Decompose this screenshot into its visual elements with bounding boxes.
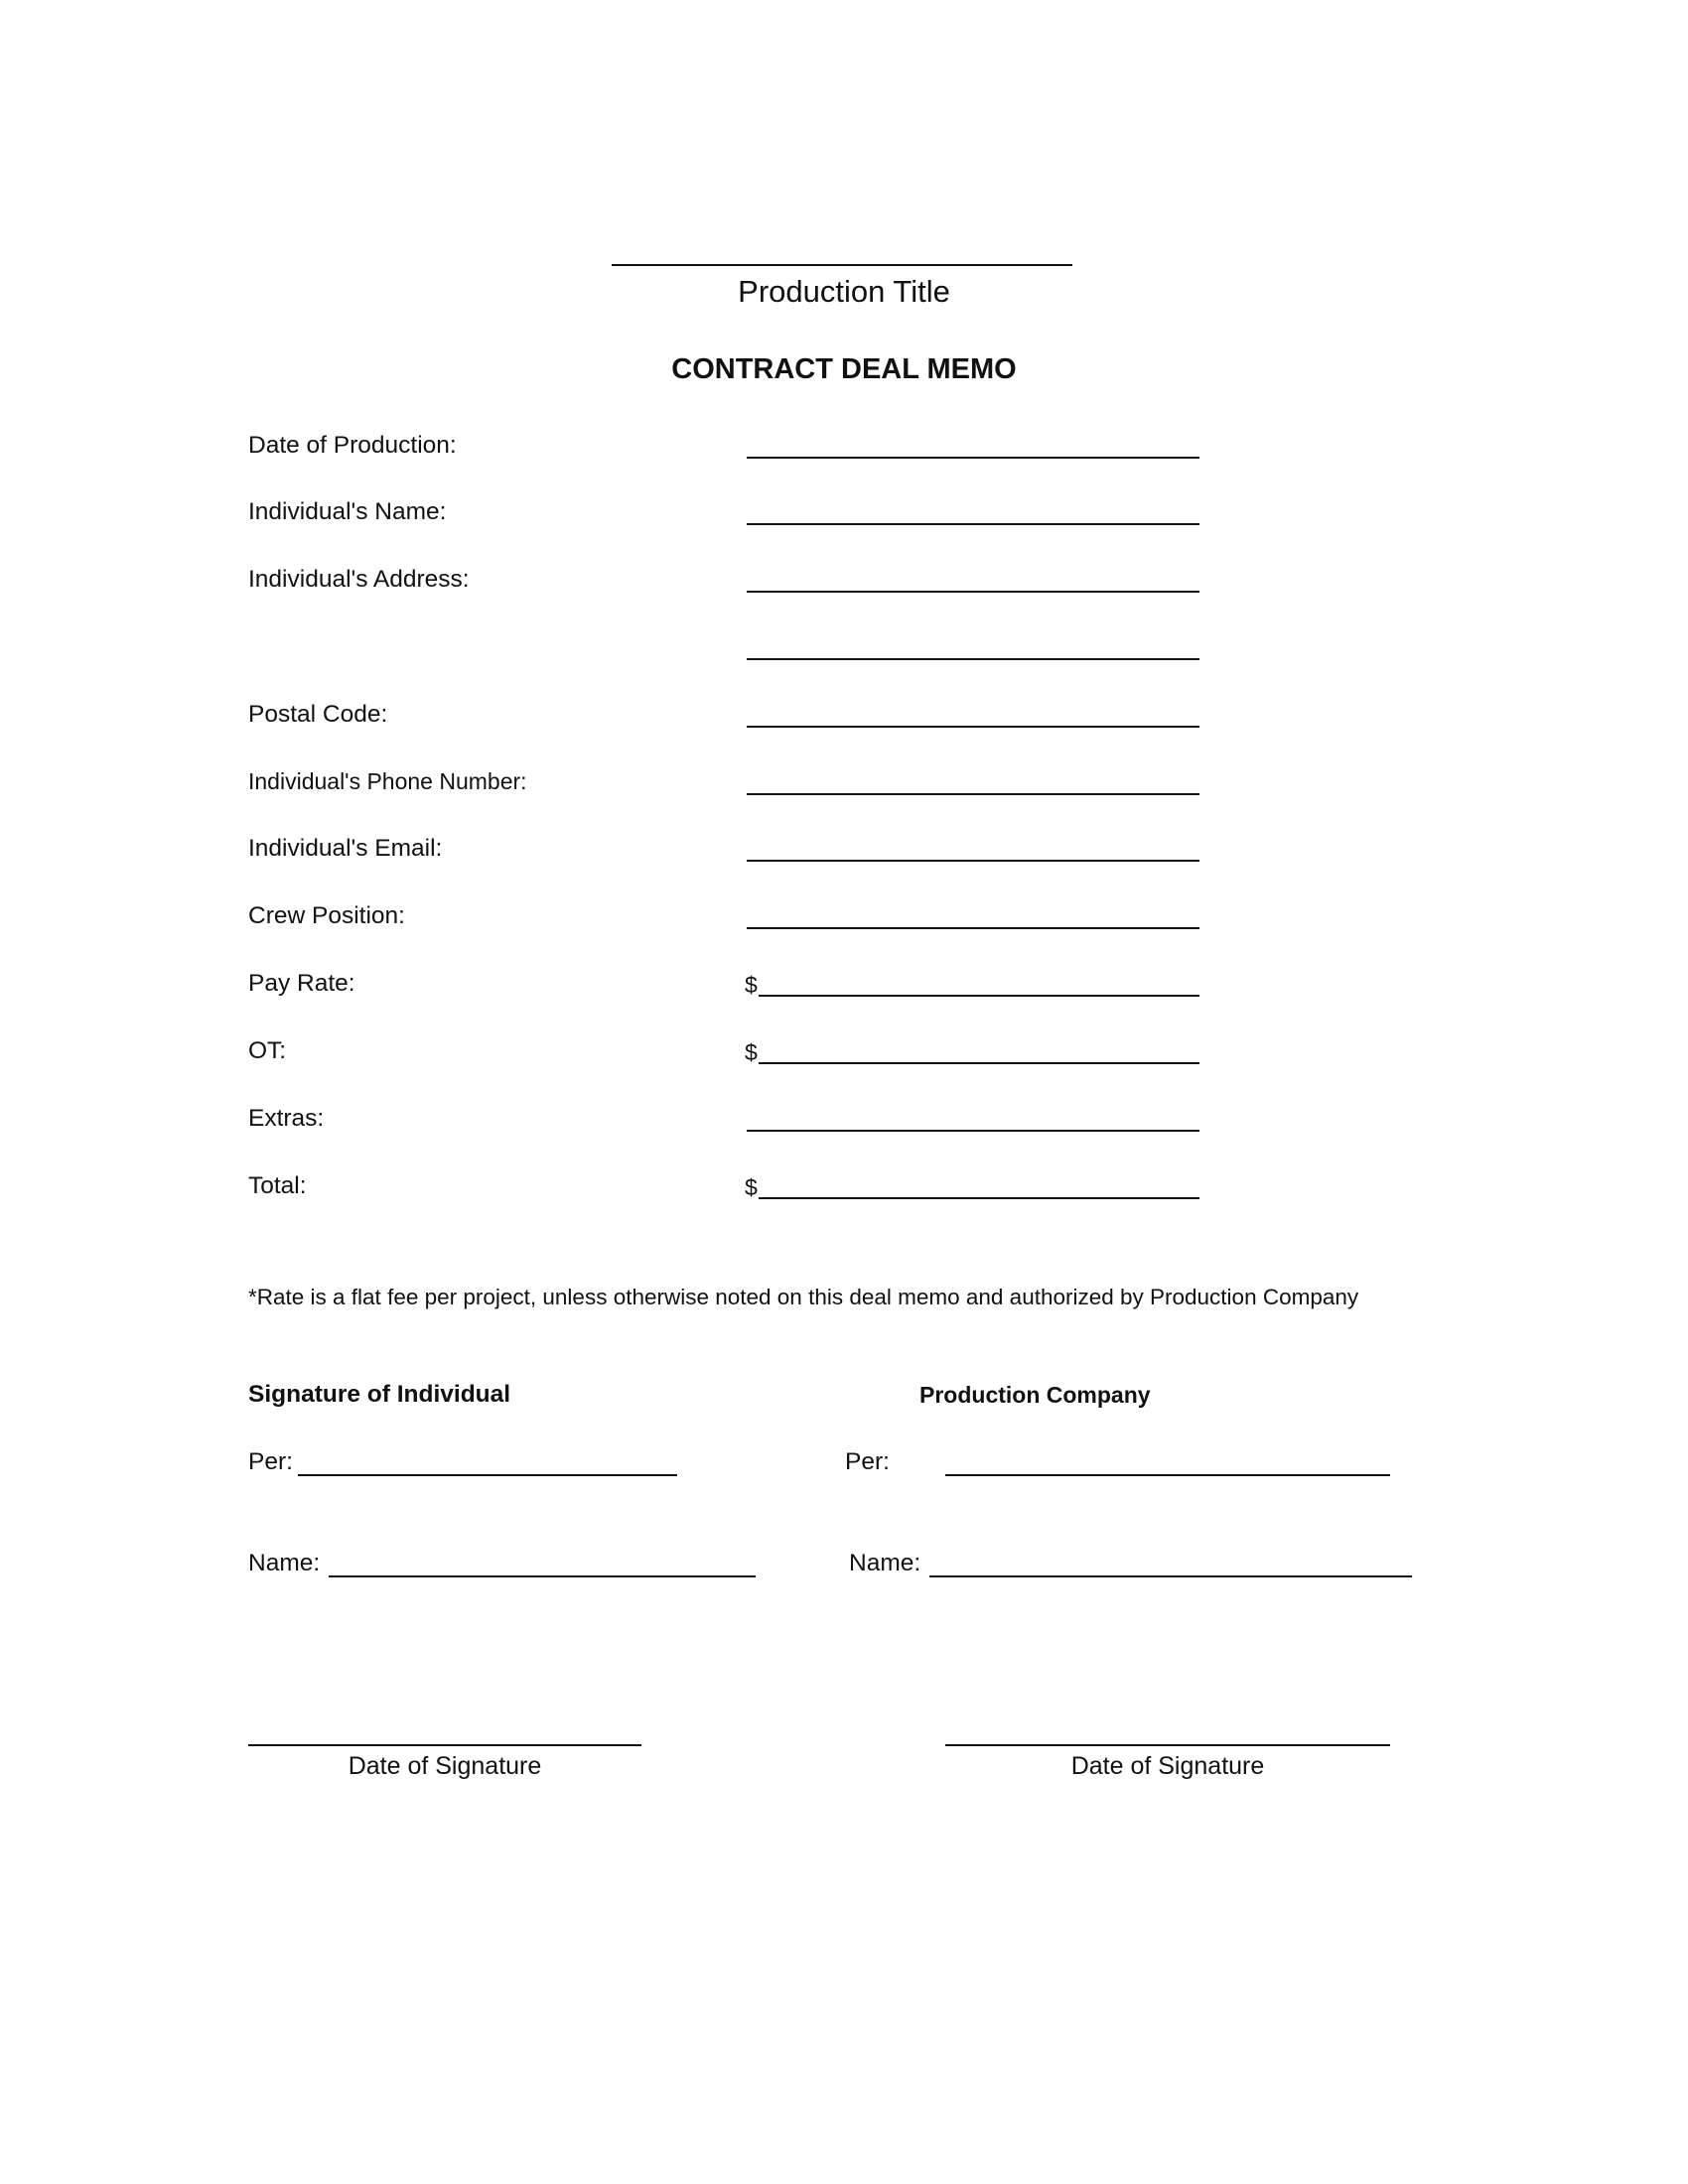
field-label: Total:: [248, 1172, 307, 1199]
production-title-blank-line[interactable]: [612, 264, 1072, 266]
currency-symbol: $: [745, 972, 758, 998]
form-row-ot: [0, 1039, 1688, 1079]
individual-address-field-line-2[interactable]: [747, 658, 1199, 660]
form-row-individual-address-2: [0, 635, 1688, 675]
field-label: Date of Production:: [248, 432, 457, 459]
company-date-of-signature-field[interactable]: [945, 1744, 1390, 1746]
form-row-email: [0, 837, 1688, 877]
individual-per-field[interactable]: [298, 1474, 677, 1476]
email-field[interactable]: [747, 860, 1199, 862]
field-label: Pay Rate:: [248, 970, 355, 997]
postal-code-field[interactable]: [747, 726, 1199, 728]
field-label: Crew Position:: [248, 902, 405, 929]
company-sign-name-field[interactable]: [929, 1575, 1412, 1577]
date-of-production-field[interactable]: [747, 457, 1199, 459]
company-name-label: Name:: [849, 1550, 921, 1576]
crew-position-field[interactable]: [747, 927, 1199, 929]
currency-symbol: $: [745, 1174, 758, 1200]
field-label: Individual's Email:: [248, 835, 443, 862]
ot-field[interactable]: [759, 1062, 1199, 1064]
field-label: Individual's Name:: [248, 498, 447, 525]
rate-note: *Rate is a flat fee per project, unless otherwise noted on this deal memo and authorized by Production Company: [248, 1285, 1359, 1309]
form-row-individual-address: [0, 568, 1688, 608]
form-row-phone-number: [0, 770, 1688, 810]
currency-symbol: $: [745, 1039, 758, 1065]
form-row-crew-position: [0, 904, 1688, 944]
form-row-extras: [0, 1107, 1688, 1147]
field-label: Extras:: [248, 1105, 325, 1132]
company-date-caption: Date of Signature: [1070, 1752, 1265, 1780]
company-signature-heading: Production Company: [919, 1382, 1151, 1408]
company-per-field[interactable]: [945, 1474, 1390, 1476]
form-row-individual-name: [0, 500, 1688, 540]
individual-name-field[interactable]: [747, 523, 1199, 525]
form-row-date-of-production: [0, 434, 1688, 474]
individual-date-of-signature-field[interactable]: [248, 1744, 641, 1746]
form-row-postal-code: [0, 703, 1688, 743]
individual-address-field-line-1[interactable]: [747, 591, 1199, 593]
page-title: CONTRACT DEAL MEMO: [671, 353, 1017, 385]
individual-sign-name-field[interactable]: [329, 1575, 756, 1577]
field-label: Individual's Address:: [248, 566, 470, 593]
field-label: Individual's Phone Number:: [248, 768, 527, 794]
company-per-label: Per:: [845, 1448, 890, 1475]
production-title-caption: Production Title: [738, 274, 950, 309]
total-field[interactable]: [759, 1197, 1199, 1199]
individual-per-label: Per:: [248, 1448, 293, 1475]
individual-signature-heading: Signature of Individual: [248, 1381, 511, 1408]
individual-date-caption: Date of Signature: [348, 1752, 542, 1780]
phone-number-field[interactable]: [747, 793, 1199, 795]
form-row-total: [0, 1174, 1688, 1214]
field-label: Postal Code:: [248, 701, 388, 728]
field-label: OT:: [248, 1037, 287, 1064]
extras-field[interactable]: [747, 1130, 1199, 1132]
pay-rate-field[interactable]: [759, 995, 1199, 997]
individual-name-label: Name:: [248, 1550, 321, 1576]
form-row-pay-rate: [0, 972, 1688, 1012]
